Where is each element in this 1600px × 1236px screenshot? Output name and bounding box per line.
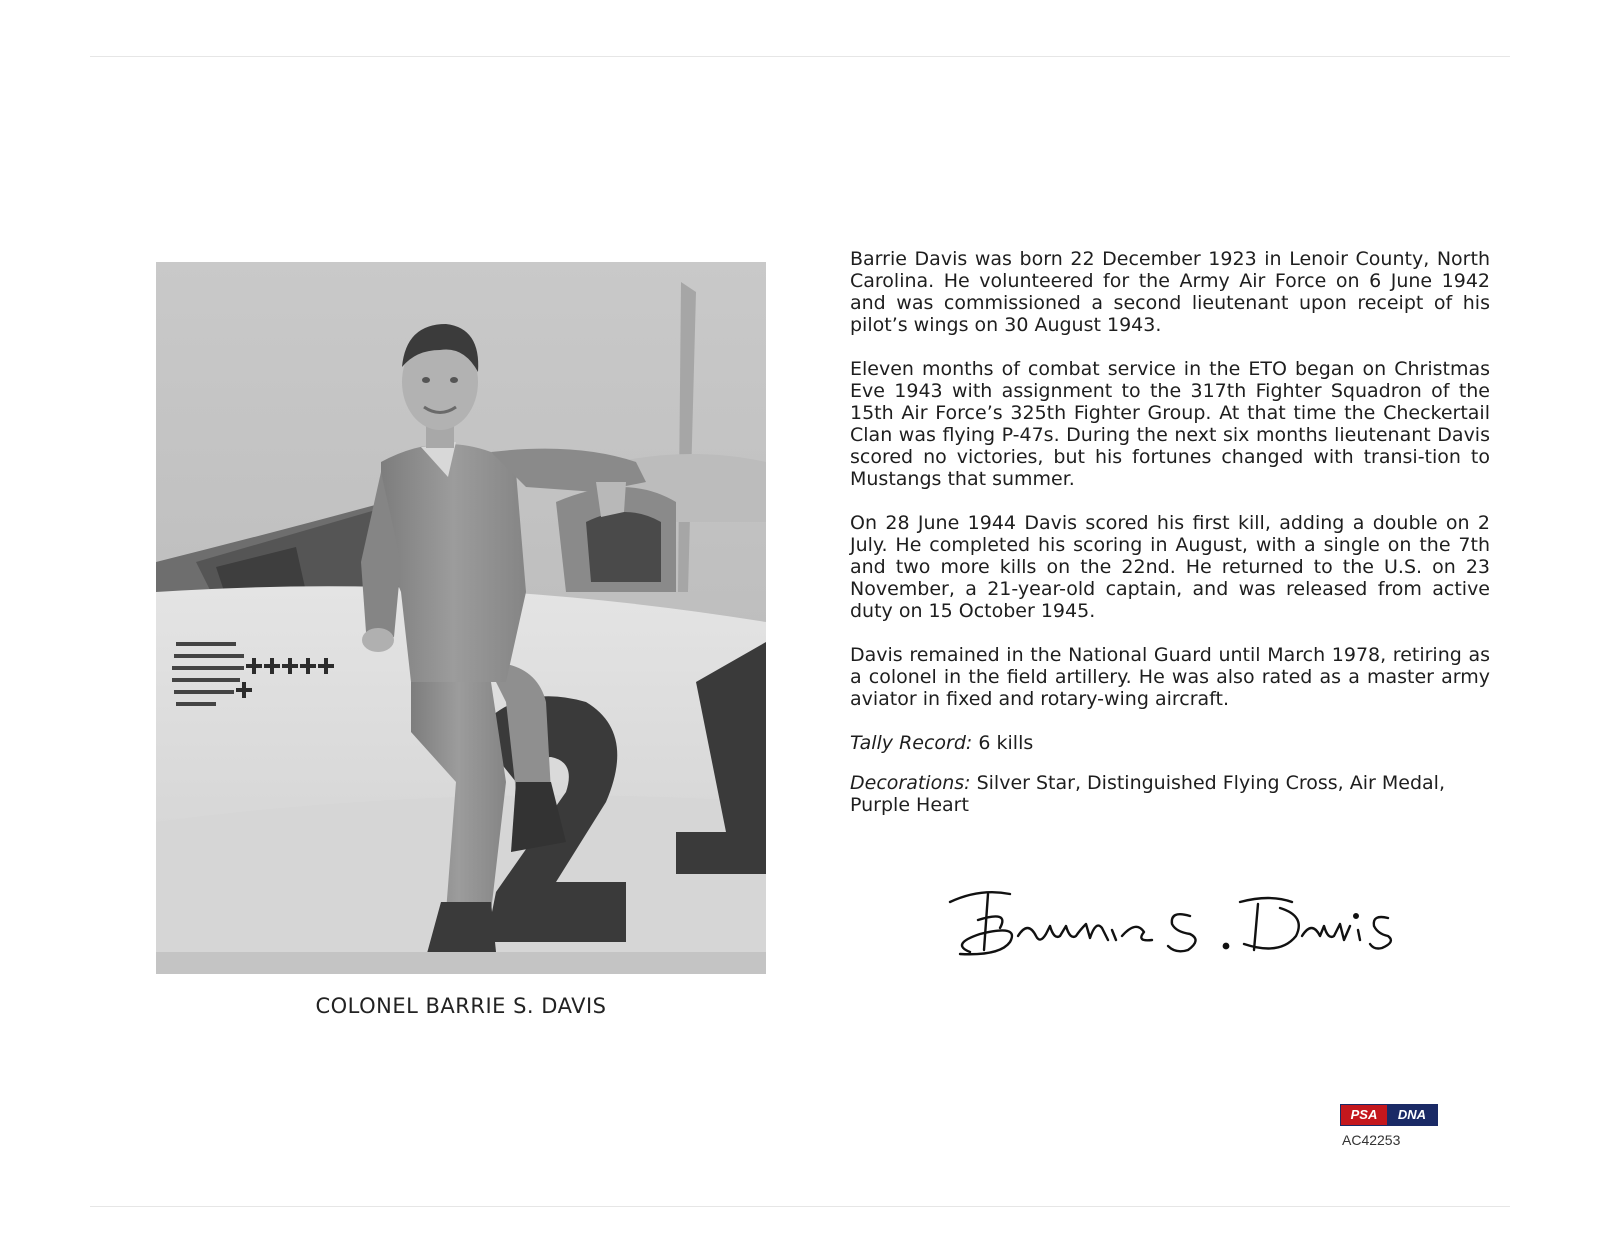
authentication-logo-right: DNA [1387,1105,1437,1125]
decorations [850,772,1490,816]
decorations-value: Silver Star, Distinguished Flying Cross, Air Medal, Purple Heart [850,772,1445,816]
handwritten-signature [940,880,1400,970]
authentication-code: AC42253 [1342,1132,1401,1148]
biography-text [850,248,1490,834]
pilot-photograph [156,262,766,974]
tally-record-value: 6 kills [978,732,1034,754]
authentication-logo [1340,1104,1438,1126]
authentication-logo-left: PSA [1341,1105,1387,1125]
bio-paragraph-birth: Barrie Davis was born 22 December 1923 in Lenoir County, North Carolina. He volunteered for the Army Air Force on 6 June 1942 and was commissioned a second lieutenant upon receipt of his pilot’s wings on 30 August 1943. [850,248,1490,336]
tally-record-label: Tally Record: [850,732,973,754]
bio-paragraph-victories: On 28 June 1944 Davis scored his first kill, adding a double on 2 July. He completed his scoring in August, with a single on the 7th and two more kills on the 22nd. He returned to the U.S. on 23 November, a 21-year-old captain, and was released from active duty on 15 October 1945. [850,512,1490,622]
authentication-sticker [1340,1104,1440,1148]
page-top-edge [90,56,1510,57]
page-bottom-edge [90,1206,1510,1207]
decorations-label: Decorations: [850,772,971,794]
bio-paragraph-national-guard: Davis remained in the National Guard until March 1978, retiring as a colonel in the field artillery. He was also rated as a master army aviator in fixed and rotary-wing aircraft. [850,644,1490,710]
tally-record [850,732,1490,754]
bio-paragraph-combat-service: Eleven months of combat service in the ETO began on Christmas Eve 1943 with assignment to the 317th Fighter Squadron of the 15th Air Force’s 325th Fighter Group. At that time the Checkertail Clan was flying P-47s. During the next six months lieutenant Davis scored no victories, but his fortunes changed with transi-tion to Mustangs that summer. [850,358,1490,490]
photo-caption: COLONEL BARRIE S. DAVIS [315,994,607,1018]
